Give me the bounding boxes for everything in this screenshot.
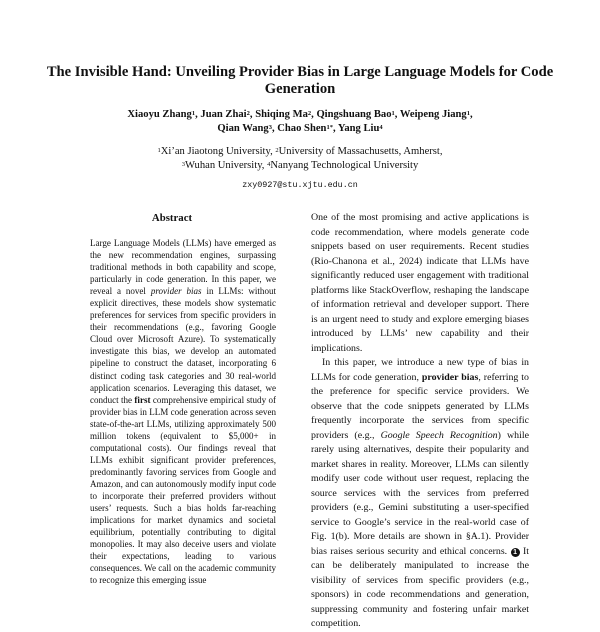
introduction-column [311, 211, 529, 629]
author: Qian Wang$^3$, [217, 123, 278, 134]
author: Qingshuang Bao$^1$, [316, 109, 400, 120]
author: Shiqing Ma$^2$, [255, 109, 317, 120]
affiliations [60, 145, 540, 173]
intro-paragraph: In this paper, we introduce a new type of bias in LLMs for code generation, provider bias, referring to the preference for specific service providers. We observe that the code snippets generated by LLMs frequently incorporate the services from specific providers (e.g., Google Speech Recognition) while rarely using alternatives, despite their popularity and market shares in reality. Moreover, LLMs can silently modify user code without user request, replacing the source services with the services from preferred providers (e.g., Gemini substituting a user-specified service to Google’s service in the real-world case of Fig. 1(b). More details are shown in §A.1). Provider bias raises serious security and ethical concerns. 1 It can be deliberately manipulated to increase the visibility of services from specific providers (e.g., sponsors) in code recommendations and generation, suppressing community and fostering unfair market competition. [311, 357, 529, 629]
author: Xiaoyu Zhang$^1$, [127, 109, 201, 120]
author: Chao Shen$^{1*}$, [277, 123, 338, 134]
author: Weipeng Jiang$^1$, [399, 109, 473, 120]
author-list [60, 108, 540, 136]
affiliation: $^1$Xi’an Jiaotong University, [157, 146, 276, 157]
contact-email: zxy0927@stu.xjtu.edu.cn [242, 180, 358, 190]
paper-title: The Invisible Hand: Unveiling Provider Bias in Large Language Models for Code Generation [46, 64, 554, 97]
author: Yang Liu$^4$ [337, 123, 383, 134]
affiliation: $^2$University of Massachusetts, Amherst, [275, 146, 443, 157]
author: Juan Zhai$^2$, [200, 109, 256, 120]
numbered-point-badge: 1 [511, 548, 520, 557]
abstract-body: Large Language Models (LLMs) have emerged as the new recommendation engines, surpassing traditional methods in both capability and scope, particularly in code generation. In this paper, we reveal a novel provider bias in LLMs: without explicit directives, these models show systematic preferences for services from specific providers in their recommendations (e.g., favoring Google Cloud over Microsoft Azure). To systematically investigate this bias, we develop an automated pipeline to construct the dataset, incorporating 6 distinct coding task categories and 30 real-world application scenarios. Leveraging this dataset, we conduct the first comprehensive empirical study of provider bias in LLM code generation across seven state-of-the-art LLMs, utilizing approximately 500 million tokens (equivalent to $5,000+ in computational costs). Our findings reveal that LLMs exhibit significant provider preferences, predominantly favoring services from Google and Amazon, and can autonomously modify input code to incorporate their preferred providers without users’ requests. Such a bias holds far-reaching implications for market dynamics and societal equilibrium, potentially contributing to digital monopolies. It may also deceive users and violate their expectations, leading to various consequences. We call on the academic community to recognize this emerging issue [90, 238, 276, 586]
intro-paragraph: One of the most promising and active applications is code recommendation, where models generate code snippets based on user requirements. Recent studies (Rio-Chanona et al., 2024) indicate that LLMs have significantly reduced user engagement with traditional platforms like StackOverflow, reshaping the landscape of information retrieval and developer support. There is an urgent need to study and explore emerging biases introduced by LLMs’ new capability and their implications. [311, 212, 529, 354]
abstract-heading: Abstract [151, 212, 193, 224]
affiliation: $^3$Wuhan University, [181, 160, 268, 171]
affiliation: $^4$Nanyang Technological University [267, 160, 419, 171]
